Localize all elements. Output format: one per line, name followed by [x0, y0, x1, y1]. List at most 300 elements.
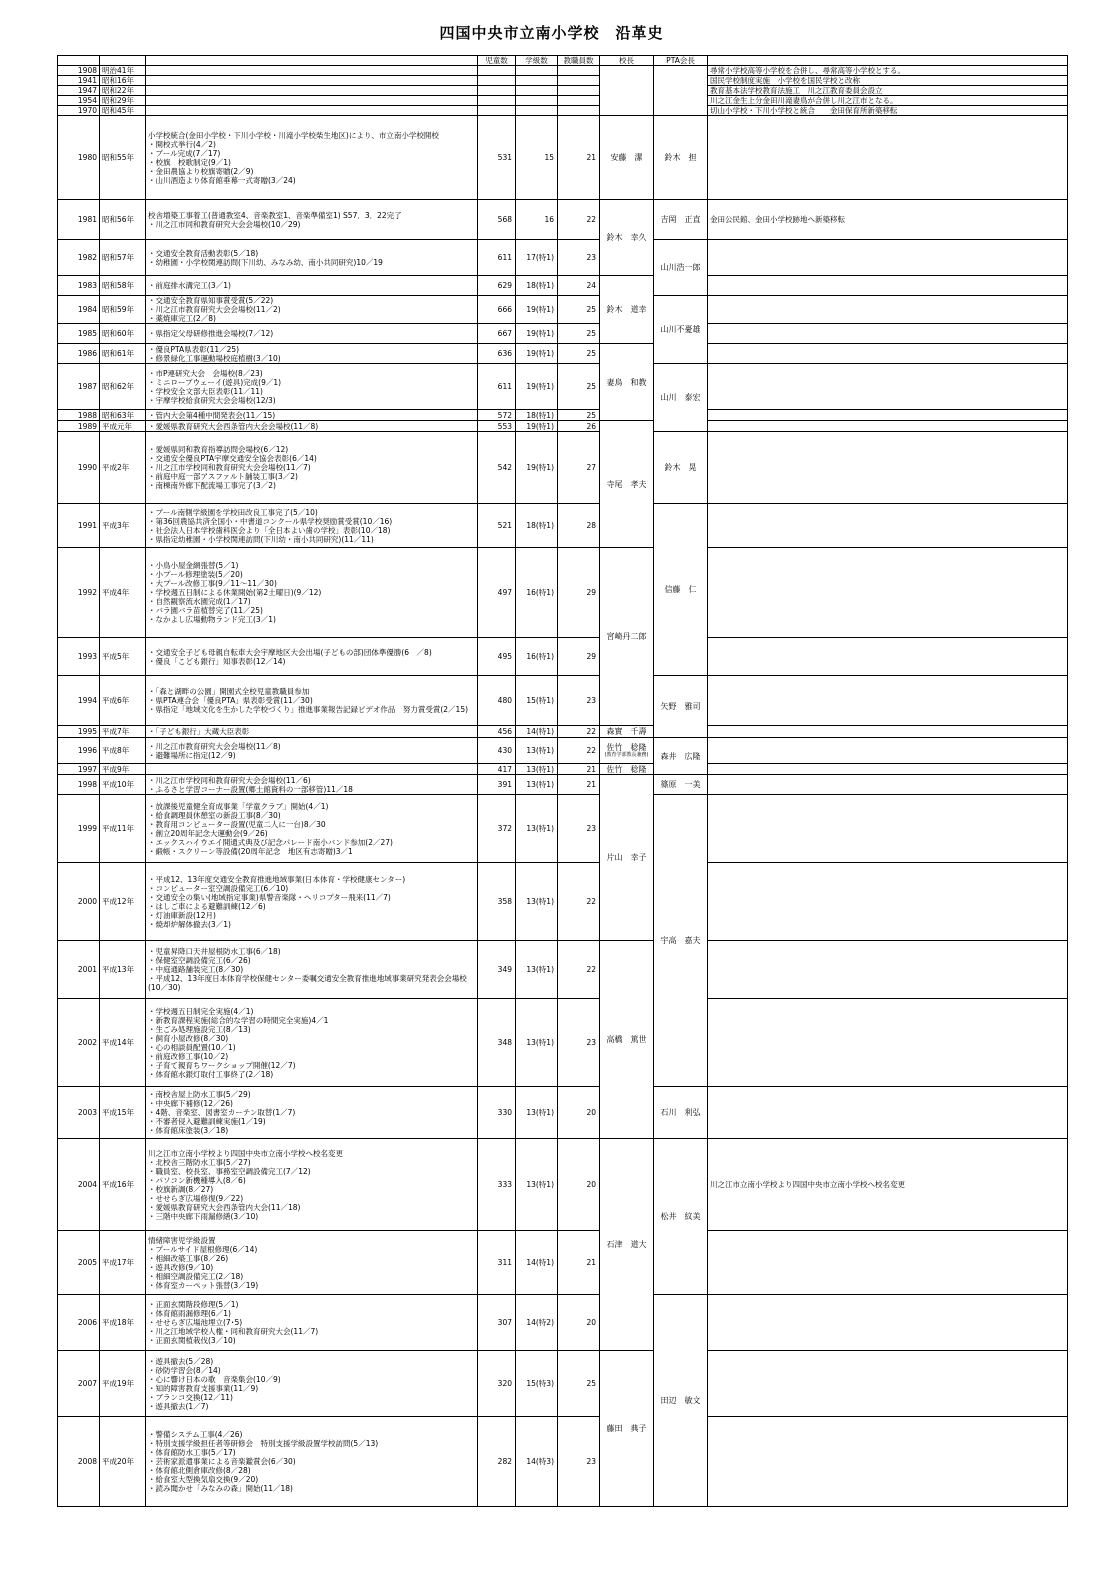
staff-cell	[558, 96, 600, 106]
classes-cell: 14(特1)	[516, 726, 558, 738]
students-cell: 636	[478, 344, 516, 364]
era-cell: 昭和63年	[100, 410, 146, 421]
events-cell: ・プール南側学級園を学校田改良工事完了(5／10) ・第36回農協共済全国小・中書道コンクール県学校奨励賞受賞(10／16) ・社会法人日本学校歯科医会より「全日本よい歯の学校」表彰(10／18) ・県指定幼稚園・小学校関連訪問(下川幼・南小共同研究)(11／11)	[146, 504, 478, 548]
events-cell: ・交通安全子ども母親自転車大会宇摩地区大会出場(子どもの部)団体準優勝(6 ／8) ・優良「こども銀行」知事表彰(12／14)	[146, 638, 478, 676]
note-cell: 尋常小学校高等小学校を合併し、尋常高等小学校とする。	[708, 66, 1068, 76]
note-cell	[708, 504, 1068, 548]
classes-cell: 19(特1)	[516, 421, 558, 432]
students-cell	[478, 86, 516, 96]
header-principal: 校長	[600, 56, 654, 66]
year-cell: 1983	[58, 276, 100, 296]
staff-cell: 25	[558, 1351, 600, 1417]
pta-cell: 矢野 雅司	[654, 676, 708, 738]
staff-cell: 21	[558, 775, 600, 795]
events-cell: ・「森と湖畔の公園」開園式全校児童教職員参加 ・県PTA連合会「優良PTA」県表彰受賞(11／30) ・県指定「地域文化を生かした学校づくり」推進事業報告記録ビデオ作品 努力賞受賞(2／15)	[146, 676, 478, 726]
table-row	[58, 1417, 1068, 1507]
era-cell: 平成9年	[100, 764, 146, 775]
table-row	[58, 344, 1068, 364]
table-row	[58, 638, 1068, 676]
table-row	[58, 421, 1068, 432]
events-cell: ・愛媛県教育研究大会西条管内大会会場校(11／8)	[146, 421, 478, 432]
note-cell	[708, 1087, 1068, 1139]
history-body	[58, 66, 1068, 1507]
students-cell	[478, 106, 516, 116]
students-cell	[478, 76, 516, 86]
principal-name: 妻鳥 和教	[606, 377, 647, 387]
era-cell: 平成3年	[100, 504, 146, 548]
note-cell	[708, 738, 1068, 764]
pta-cell: 森井 広隆	[654, 738, 708, 775]
principal-cell	[600, 344, 654, 421]
staff-cell	[558, 106, 600, 116]
table-row	[58, 200, 1068, 240]
year-cell: 1995	[58, 726, 100, 738]
staff-cell: 20	[558, 1139, 600, 1231]
students-cell: 542	[478, 432, 516, 504]
note-cell	[708, 421, 1068, 432]
note-cell	[708, 324, 1068, 344]
pta-cell: 山川 泰宏	[654, 364, 708, 432]
header-pta: PTA会長	[654, 56, 708, 66]
header-classes: 学級数	[516, 56, 558, 66]
year-cell: 1986	[58, 344, 100, 364]
principal-name: 鈴木 幸久	[606, 233, 647, 242]
era-cell: 平成元年	[100, 421, 146, 432]
table-row	[58, 726, 1068, 738]
note-cell: 金田公民館、金田小学校跡地へ新築移転	[708, 200, 1068, 240]
year-cell: 1941	[58, 76, 100, 86]
classes-cell: 14(特3)	[516, 1417, 558, 1507]
pta-cell: 信藤 仁	[654, 504, 708, 676]
classes-cell: 15(特1)	[516, 676, 558, 726]
events-cell: ・県指定父母研修推進会場校(7／12)	[146, 324, 478, 344]
era-cell: 平成5年	[100, 638, 146, 676]
note-cell	[708, 296, 1068, 324]
era-cell: 平成4年	[100, 548, 146, 638]
year-cell: 2005	[58, 1231, 100, 1295]
events-cell: 校舎増築工事着工(普通教室4、音楽教室1、音楽準備室1) S57．3．22完了 ・川之江市同和教育研究大会会場校(10／29)	[146, 200, 478, 240]
table-row	[58, 106, 1068, 116]
year-cell: 1988	[58, 410, 100, 421]
era-cell: 平成16年	[100, 1139, 146, 1231]
staff-cell: 28	[558, 504, 600, 548]
students-cell: 320	[478, 1351, 516, 1417]
principal-name: 石津 道大	[606, 1240, 647, 1249]
note-cell: 切山小学校・下川小学校と統合 金田保育所新築移転	[708, 106, 1068, 116]
era-cell: 平成2年	[100, 432, 146, 504]
note-cell	[708, 726, 1068, 738]
events-cell	[146, 96, 478, 106]
events-cell: ・正面玄関階段修理(5／1) ・体育館雨漏修理(6／1) ・せせらぎ広場池埋立(7･5) ・川之江地域学校人権・同和教育研究大会(11／7) ・正面玄関植栽伐(3／10)	[146, 1295, 478, 1351]
classes-cell: 18(特1)	[516, 504, 558, 548]
era-cell: 平成7年	[100, 726, 146, 738]
year-cell: 2000	[58, 863, 100, 941]
header-students: 児童数	[478, 56, 516, 66]
events-cell: ・「子ども銀行」大蔵大臣表彰	[146, 726, 478, 738]
year-cell: 1970	[58, 106, 100, 116]
principal-cell	[600, 1139, 654, 1351]
students-cell: 667	[478, 324, 516, 344]
note-cell	[708, 795, 1068, 863]
events-cell	[146, 764, 478, 775]
classes-cell	[516, 96, 558, 106]
events-cell: ・平成12、13年度交通安全教育推進地域事業(日本体育・学校健康センター) ・コンピューター室空調設備完工(6／10) ・交通安全の集い(地域指定事業)県警音楽隊・ヘリコプター飛来(11／7) ・はしご車による避難訓練(12／6) ・灯油庫新設(12月) ・焼却炉解体撤去(3／1)	[146, 863, 478, 941]
year-cell: 1981	[58, 200, 100, 240]
classes-cell: 13(特1)	[516, 1139, 558, 1231]
principal-cell	[600, 421, 654, 548]
pta-cell: 宇高 嘉夫	[654, 795, 708, 1087]
principal-cell	[600, 738, 654, 764]
pta-cell: 吉岡 正直	[654, 200, 708, 240]
classes-cell: 16	[516, 200, 558, 240]
events-cell	[146, 76, 478, 86]
classes-cell: 14(特1)	[516, 1231, 558, 1295]
table-row	[58, 999, 1068, 1087]
students-cell: 417	[478, 764, 516, 775]
table-row	[58, 863, 1068, 941]
era-cell: 昭和61年	[100, 344, 146, 364]
year-cell: 1993	[58, 638, 100, 676]
table-row	[58, 1231, 1068, 1295]
note-cell	[708, 432, 1068, 504]
students-cell	[478, 66, 516, 76]
note-cell	[708, 240, 1068, 276]
note-cell	[708, 1417, 1068, 1507]
classes-cell: 19(特1)	[516, 432, 558, 504]
staff-cell: 20	[558, 1295, 600, 1351]
year-cell: 2003	[58, 1087, 100, 1139]
staff-cell: 21	[558, 1231, 600, 1295]
classes-cell	[516, 66, 558, 76]
events-cell: ・前庭排水溝完工(3／1)	[146, 276, 478, 296]
events-cell: ・優良PTA県表彰(11／25) ・修景緑化工事運動場校庭植樹(3／10)	[146, 344, 478, 364]
events-cell	[146, 106, 478, 116]
events-cell	[146, 66, 478, 76]
staff-cell: 29	[558, 638, 600, 676]
year-cell: 1998	[58, 775, 100, 795]
year-cell: 2004	[58, 1139, 100, 1231]
classes-cell: 13(特1)	[516, 775, 558, 795]
events-cell: 小学校統合(金田小学校・下川小学校・川滝小学校柴生地区)により、市立南小学校開校 ・開校式挙行(4／2) ・プール完成(7／17) ・校旗 校歌制定(9／1) ・金田農協より校旗寄贈(2／9) ・山川酒造より体育館垂幕一式寄贈(3／24)	[146, 116, 478, 200]
header-staff: 教職員数	[558, 56, 600, 66]
students-cell: 311	[478, 1231, 516, 1295]
staff-cell	[558, 66, 600, 76]
year-cell: 1999	[58, 795, 100, 863]
staff-cell: 25	[558, 410, 600, 421]
note-cell: 国民学校制度実施 小学校を国民学校と改称	[708, 76, 1068, 86]
students-cell: 480	[478, 676, 516, 726]
pta-cell: 田辺 敏文	[654, 1295, 708, 1507]
events-cell: ・管内大会第4種中間発表会(11／15)	[146, 410, 478, 421]
table-row	[58, 941, 1068, 999]
classes-cell: 13(特1)	[516, 764, 558, 775]
table-row	[58, 96, 1068, 106]
principal-cell	[600, 548, 654, 726]
classes-cell: 19(特1)	[516, 324, 558, 344]
classes-cell: 16(特1)	[516, 638, 558, 676]
events-cell: ・遊具撤去(5／28) ・砂防学習会(8／14) ・心に響け日本の歌 音楽集会(10／9) ・知的障害教育支援事業(11／9) ・ブランコ交換(12／11) ・遊具撤去(1／7)	[146, 1351, 478, 1417]
staff-cell: 23	[558, 240, 600, 276]
header-row	[58, 56, 1068, 66]
staff-cell: 21	[558, 116, 600, 200]
era-cell: 昭和22年	[100, 86, 146, 96]
year-cell: 1954	[58, 96, 100, 106]
year-cell: 1982	[58, 240, 100, 276]
events-cell: ・南校舎屋上防水工事(5／29) ・中央廊下補修(12／26) ・4階、音楽室、図書室カーテン取替(1／7) ・不審者侵入避難訓練実施(1／19) ・体育館床塗装(3／18)	[146, 1087, 478, 1139]
classes-cell: 13(特1)	[516, 863, 558, 941]
note-cell	[708, 344, 1068, 364]
year-cell: 1990	[58, 432, 100, 504]
table-row	[58, 432, 1068, 504]
table-row	[58, 1087, 1068, 1139]
principal-cell	[600, 66, 654, 116]
classes-cell: 15	[516, 116, 558, 200]
era-cell: 平成18年	[100, 1295, 146, 1351]
staff-cell: 23	[558, 1417, 600, 1507]
students-cell: 521	[478, 504, 516, 548]
note-cell: 川之江市立南小学校より四国中央市立南小学校へ校名変更	[708, 1139, 1068, 1231]
staff-cell	[558, 76, 600, 86]
students-cell: 307	[478, 1295, 516, 1351]
table-row	[58, 775, 1068, 795]
year-cell: 1992	[58, 548, 100, 638]
note-cell	[708, 941, 1068, 999]
students-cell: 497	[478, 548, 516, 638]
students-cell: 391	[478, 775, 516, 795]
year-cell: 1987	[58, 364, 100, 410]
era-cell: 昭和62年	[100, 364, 146, 410]
classes-cell: 13(特1)	[516, 738, 558, 764]
classes-cell: 18(特1)	[516, 410, 558, 421]
staff-cell: 24	[558, 276, 600, 296]
principal-cell	[600, 941, 654, 1139]
table-row	[58, 1351, 1068, 1417]
principal-cell	[600, 764, 654, 775]
principal-cell	[600, 200, 654, 276]
students-cell: 553	[478, 421, 516, 432]
principal-name: 宮崎丹二郎	[606, 632, 647, 641]
note-cell	[708, 116, 1068, 200]
note-cell	[708, 775, 1068, 795]
era-cell: 平成11年	[100, 795, 146, 863]
staff-cell: 26	[558, 421, 600, 432]
era-cell: 平成13年	[100, 941, 146, 999]
students-cell: 348	[478, 999, 516, 1087]
era-cell: 昭和57年	[100, 240, 146, 276]
events-cell: 情緒障害児学級設置 ・プールサイド屋根修理(6／14) ・相細改築工事(8／26) ・遊具改修(9／10) ・相細空調設備完工(2／18) ・体育室カーペット張替(3／19)	[146, 1231, 478, 1295]
principal-cell	[600, 116, 654, 200]
table-row	[58, 738, 1068, 764]
classes-cell	[516, 86, 558, 96]
students-cell: 629	[478, 276, 516, 296]
events-cell: ・市P連研究大会 会場校(8／23) ・ミニローブウェーイ(遊具)完成(9／1) ・学校安全文部大臣表彰(11／11) ・宇摩学校給食研究大会会場校(12/3)	[146, 364, 478, 410]
era-cell: 平成6年	[100, 676, 146, 726]
principal-name: 佐竹 稔隆	[606, 764, 647, 774]
era-cell: 昭和45年	[100, 106, 146, 116]
table-row	[58, 676, 1068, 726]
table-row	[58, 116, 1068, 200]
note-cell	[708, 410, 1068, 421]
principal-cell	[600, 276, 654, 344]
students-cell: 282	[478, 1417, 516, 1507]
events-cell: ・小鳥小屋金網張替(5／1) ・小プール修理塗装(5／20) ・大プール改修工事(9／11～11／30) ・学校週五日制による休業開始(第2土曜日)(9／12) ・自然観察流水園完成(1／17) ・バラ園バラ苗植替完了(11／25) ・なかよし広場動物ランド完工(3／1)	[146, 548, 478, 638]
principal-name: 藤田 典子	[606, 1424, 647, 1433]
note-cell	[708, 1295, 1068, 1351]
students-cell: 531	[478, 116, 516, 200]
staff-cell: 22	[558, 200, 600, 240]
classes-cell: 15(特3)	[516, 1351, 558, 1417]
principal-name: 高橋 篤世	[606, 1035, 647, 1044]
staff-cell: 22	[558, 738, 600, 764]
year-cell: 1997	[58, 764, 100, 775]
staff-cell: 22	[558, 726, 600, 738]
table-row	[58, 76, 1068, 86]
events-cell: ・交通安全教育県知事賞受賞(5／22) ・川之江市教育研究大会会場校(11／2) ・薬焼庫完工(2／8)	[146, 296, 478, 324]
staff-cell	[558, 86, 600, 96]
note-cell	[708, 276, 1068, 296]
pta-cell: 鈴木 担	[654, 116, 708, 200]
note-cell	[708, 999, 1068, 1087]
students-cell: 666	[478, 296, 516, 324]
events-cell: ・愛媛県同和教育指導訪問会場校(6／12) ・交通安全優良PTA宇摩交通安全協会表彰(6／14) ・川之江市学校同和教育研究大会会場校(11／7) ・前庭中庭一部アスファルト舗装工事(3／2) ・南棟南外廊下配流場工事完了(3／2)	[146, 432, 478, 504]
pta-cell: 篠原 一美	[654, 775, 708, 795]
students-cell: 611	[478, 240, 516, 276]
students-cell: 456	[478, 726, 516, 738]
era-cell: 昭和58年	[100, 276, 146, 296]
classes-cell: 13(特1)	[516, 795, 558, 863]
staff-cell: 21	[558, 764, 600, 775]
year-cell: 1908	[58, 66, 100, 76]
students-cell: 572	[478, 410, 516, 421]
students-cell: 611	[478, 364, 516, 410]
classes-cell: 14(特2)	[516, 1295, 558, 1351]
classes-cell: 19(特1)	[516, 296, 558, 324]
classes-cell: 17(特1)	[516, 240, 558, 276]
note-cell	[708, 364, 1068, 410]
staff-cell: 23	[558, 999, 600, 1087]
principal-name: 鈴木 道幸	[606, 305, 647, 314]
table-row	[58, 240, 1068, 276]
note-cell	[708, 548, 1068, 638]
era-cell: 昭和56年	[100, 200, 146, 240]
year-cell: 1980	[58, 116, 100, 200]
students-cell: 349	[478, 941, 516, 999]
era-cell: 昭和60年	[100, 324, 146, 344]
table-row	[58, 764, 1068, 775]
era-cell: 昭和16年	[100, 76, 146, 86]
principal-name: 森實 千壽	[606, 727, 647, 736]
page-title: 四国中央市立南小学校 沿革史	[439, 24, 664, 42]
year-cell: 1989	[58, 421, 100, 432]
principal-cell	[600, 775, 654, 941]
classes-cell: 13(特1)	[516, 999, 558, 1087]
staff-cell: 29	[558, 548, 600, 638]
staff-cell: 20	[558, 1087, 600, 1139]
year-cell: 1994	[58, 676, 100, 726]
staff-cell: 22	[558, 941, 600, 999]
table-row	[58, 296, 1068, 324]
year-cell: 2006	[58, 1295, 100, 1351]
note-cell	[708, 1231, 1068, 1295]
staff-cell: 25	[558, 324, 600, 344]
table-row	[58, 1139, 1068, 1231]
year-cell: 1947	[58, 86, 100, 96]
principal-cell	[600, 726, 654, 738]
principal-name: 佐竹 稔隆	[606, 743, 647, 752]
table-row	[58, 1295, 1068, 1351]
history-table	[57, 55, 1068, 1507]
year-cell: 1985	[58, 324, 100, 344]
era-cell: 平成8年	[100, 738, 146, 764]
year-cell: 1984	[58, 296, 100, 324]
era-cell: 昭和29年	[100, 96, 146, 106]
students-cell: 372	[478, 795, 516, 863]
era-cell: 平成20年	[100, 1417, 146, 1507]
principal-cell	[600, 1351, 654, 1507]
students-cell: 358	[478, 863, 516, 941]
year-cell: 2007	[58, 1351, 100, 1417]
year-cell: 1991	[58, 504, 100, 548]
pta-cell: 山川不憂雄	[654, 296, 708, 364]
principal-name: 安藤 潔	[610, 153, 643, 162]
era-cell: 平成19年	[100, 1351, 146, 1417]
classes-cell: 18(特1)	[516, 276, 558, 296]
events-cell: 川之江市立南小学校より四国中央市立南小学校へ校名変更 ・北校舎三階防水工事(5／27) ・職員室、校長室、事務室空調設備完工(7／12) ・パソコン新機種導入(8／6) ・校旗新調(8／27) ・せせらぎ広場修復(9／22) ・愛媛県教育研究大会西条管内大会(11／18) ・三階中央廊下雨漏修繕(3／10)	[146, 1139, 478, 1231]
era-cell: 平成17年	[100, 1231, 146, 1295]
pta-cell	[654, 66, 708, 116]
table-row	[58, 410, 1068, 421]
year-cell: 1996	[58, 738, 100, 764]
staff-cell: 23	[558, 795, 600, 863]
note-cell: 教育基本法学校教育法施工 川之江教育委員会設立	[708, 86, 1068, 96]
note-cell	[708, 1351, 1068, 1417]
students-cell: 568	[478, 200, 516, 240]
principal-name: 寺尾 孝夫	[606, 479, 647, 489]
staff-cell: 25	[558, 344, 600, 364]
events-cell: ・学校週五日制完全実施(4／1) ・新教育課程実施(総合的な学習の時間完全実施)4／1 ・生ごみ処理施設完工(8／13) ・飼育小屋改修(8／30) ・心の相談員配置(10／1) ・前庭改修工事(10／2) ・子育て親育ちワークショップ開催(12／7) ・体育館水銀灯取付工事終了(2／18)	[146, 999, 478, 1087]
classes-cell: 16(特1)	[516, 548, 558, 638]
table-row	[58, 364, 1068, 410]
classes-cell: 19(特1)	[516, 344, 558, 364]
note-cell	[708, 764, 1068, 775]
events-cell: ・交通安全教育活動表彰(5／18) ・幼稚園・小学校関連訪問(下川幼、みなみ幼、南小共同研究)10／19	[146, 240, 478, 276]
staff-cell: 23	[558, 676, 600, 726]
year-cell: 2002	[58, 999, 100, 1087]
staff-cell: 22	[558, 863, 600, 941]
era-cell: 明治41年	[100, 66, 146, 76]
events-cell	[146, 86, 478, 96]
note-cell	[708, 638, 1068, 676]
era-cell: 平成12年	[100, 863, 146, 941]
note-cell	[708, 676, 1068, 726]
staff-cell: 25	[558, 296, 600, 324]
students-cell: 330	[478, 1087, 516, 1139]
era-cell: 平成14年	[100, 999, 146, 1087]
era-cell: 平成15年	[100, 1087, 146, 1139]
pta-cell: 山川浩一郎	[654, 240, 708, 296]
staff-cell: 27	[558, 432, 600, 504]
note-cell: 川之江金生上分金田川滝妻鳥が合併し川之江市となる。	[708, 96, 1068, 106]
era-cell: 平成10年	[100, 775, 146, 795]
table-row	[58, 504, 1068, 548]
pta-cell: 石川 利弘	[654, 1087, 708, 1139]
students-cell: 495	[478, 638, 516, 676]
table-row	[58, 324, 1068, 344]
pta-cell: 鈴木 晃	[654, 432, 708, 504]
table-row	[58, 795, 1068, 863]
classes-cell: 13(特1)	[516, 1087, 558, 1139]
students-cell: 430	[478, 738, 516, 764]
